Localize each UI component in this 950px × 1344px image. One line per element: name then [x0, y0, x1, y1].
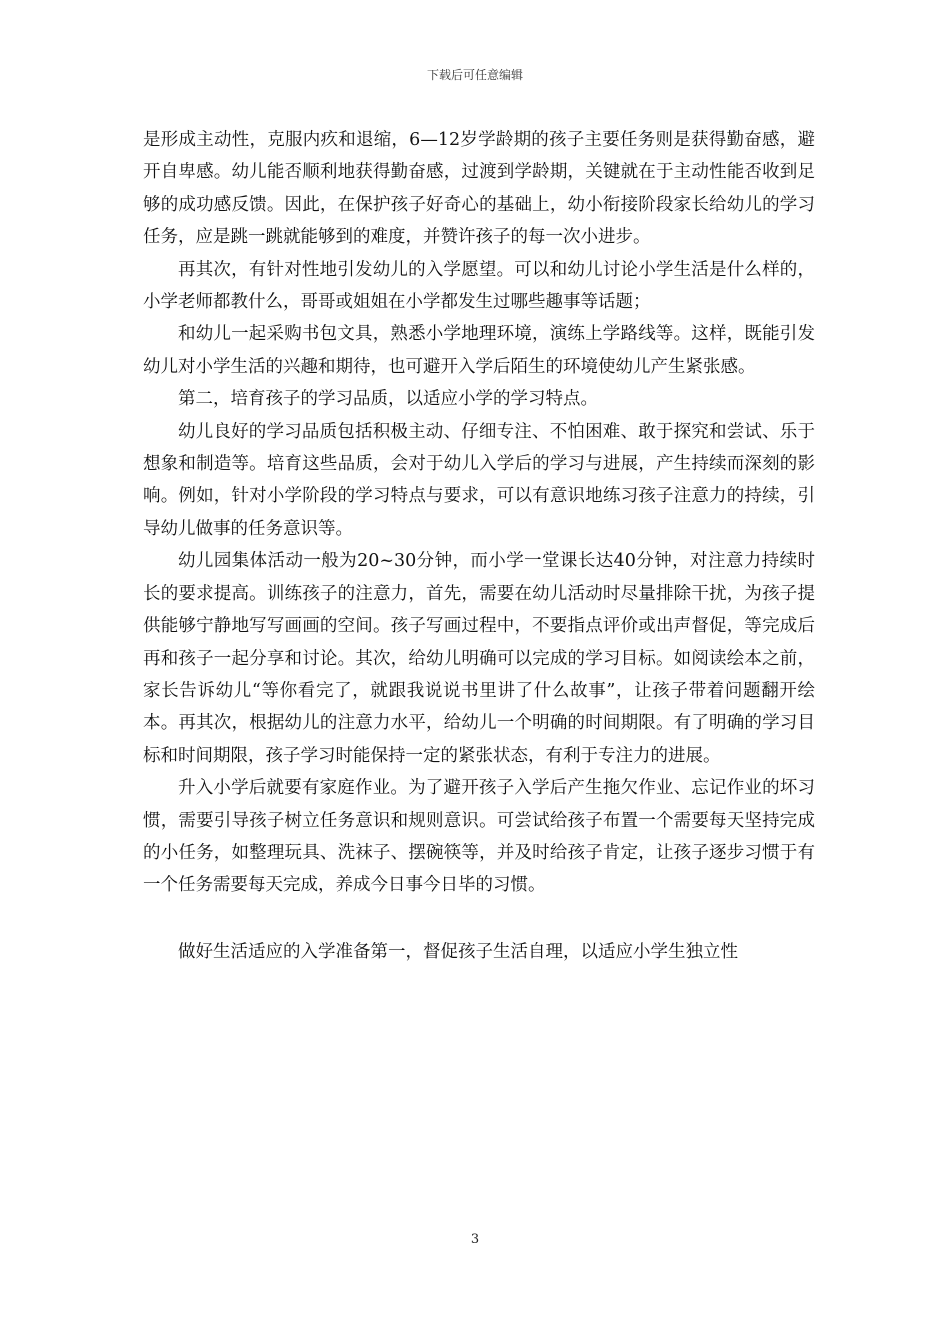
paragraph-homework: 升入小学后就要有家庭作业。为了避开孩子入学后产生拖欠作业、忘记作业的坏习惯，需要引导孩子树立任务意识和规则意识。可尝试给孩子布置一个需要每天坚持完成的小任务，如整理玩具、洗袜子、摆碗筷等，并及时给孩子肯定，让孩子逐步习惯于有一个任务需要每天完成，养成今日事今日毕的习惯。 — [143, 778, 815, 896]
paragraph-life-adaptation: 做好生活适应的入学准备第一，督促孩子生活自理，以适应小学生独立性 — [178, 941, 738, 962]
paragraph-continuation: 是形成主动性，克服内疚和退缩，6—12岁学龄期的孩子主要任务则是获得勤奋感，避开自卑感。幼儿能否顺利地获得勤奋感，过渡到学龄期，关键就在于主动性能否收到足够的成功感反馈。因此，在保护孩子好奇心的基础上，幼小衔接阶段家长给幼儿的学习任务，应是跳一跳就能够到的难度，并赞许孩子的每一次小进步。 — [143, 130, 815, 248]
paragraph-entry-wish: 再其次，有针对性地引发幼儿的入学愿望。可以和幼儿讨论小学生活是什么样的，小学老师都教什么，哥哥或姐姐在小学都发生过哪些趣事等话题； — [143, 259, 815, 313]
paragraph-learning-quality: 幼儿良好的学习品质包括积极主动、仔细专注、不怕困难、敢于探究和尝试、乐于想象和制造等。培育这些品质，会对于幼儿入学后的学习与进展，产生持续而深刻的影响。例如，针对小学阶段的学习特点与要求，可以有意识地练习孩子注意力的持续，引导幼儿做事的任务意识等。 — [143, 421, 815, 539]
document-body — [143, 124, 815, 968]
paragraph-heading-second: 第二，培育孩子的学习品质，以适应小学的学习特点。 — [178, 389, 598, 410]
page-number: 3 — [470, 1232, 480, 1247]
paragraph-attention: 幼儿园集体活动一般为20~30分钟，而小学一堂课长达40分钟，对注意力持续时长的要求提高。训练孩子的注意力，首先，需要在幼儿活动时尽量排除干扰，为孩子提供能够宁静地写写画画的空间。孩子写画过程中，不要指点评价或出声督促，等完成后再和孩子一起分享和讨论。其次，给幼儿明确可以完成的学习目标。如阅读绘本之前，家长告诉幼儿“等你看完了，就跟我说说书里讲了什么故事”，让孩子带着问题翻开绘本。再其次，根据幼儿的注意力水平，给幼儿一个明确的时间期限。有了明确的学习目标和时间期限，孩子学习时能保持一定的紧张状态，有利于专注力的进展。 — [143, 551, 815, 766]
paragraph-stationery: 和幼儿一起采购书包文具，熟悉小学地理环境，演练上学路线等。这样，既能引发幼儿对小学生活的兴趣和期待，也可避开入学后陌生的环境使幼儿产生紧张感。 — [143, 324, 815, 377]
page-header: 下载后可任意编辑 — [426, 68, 523, 82]
